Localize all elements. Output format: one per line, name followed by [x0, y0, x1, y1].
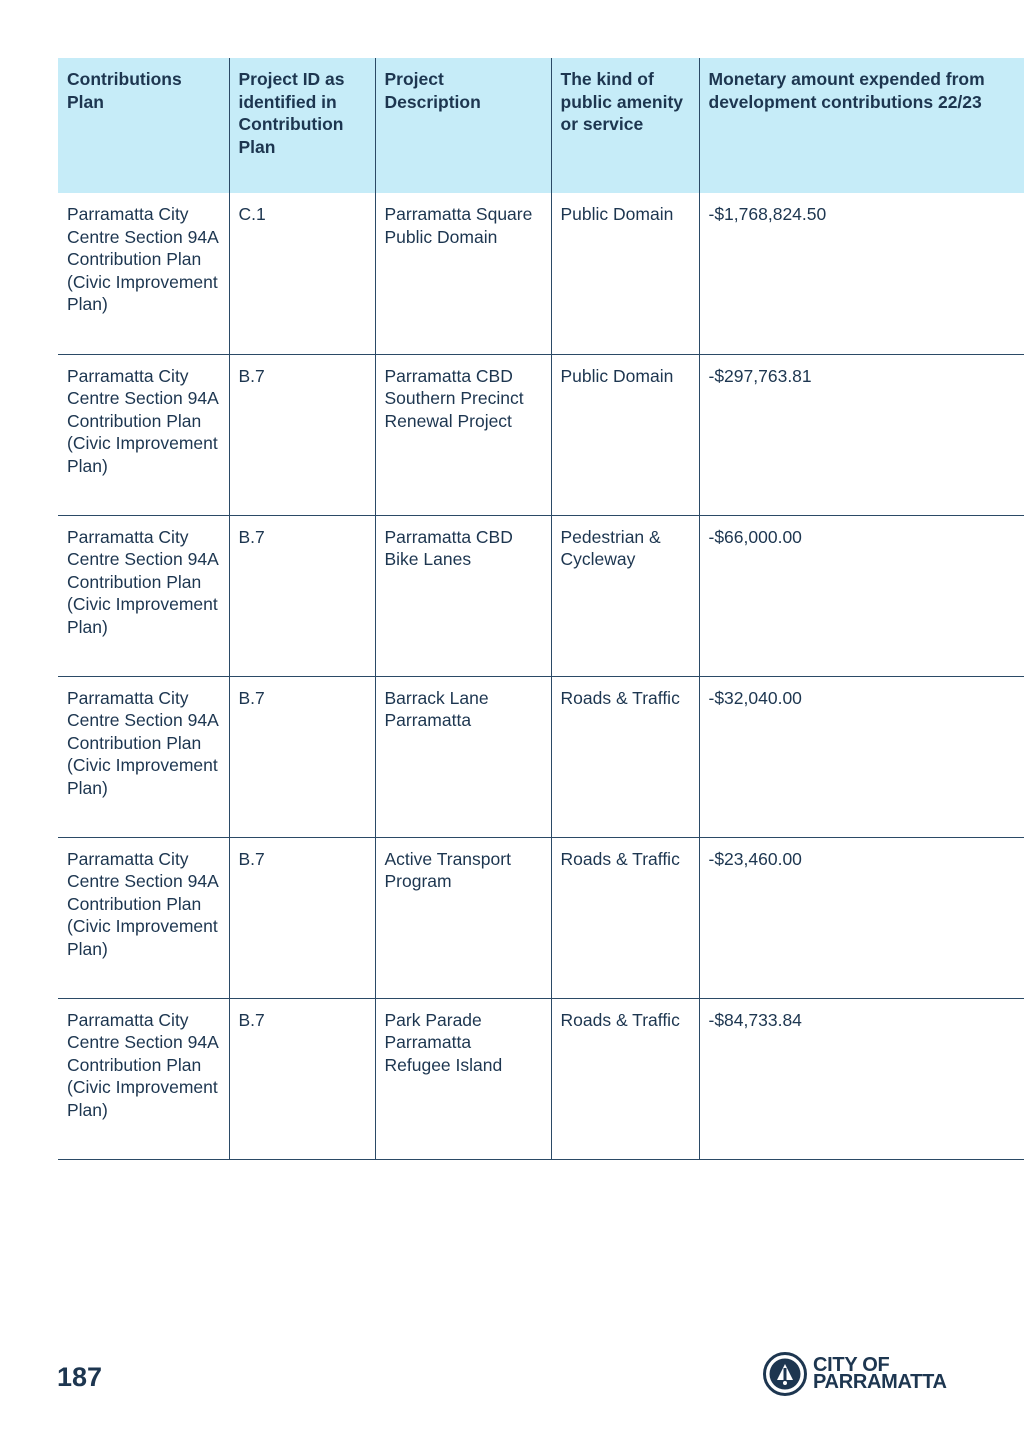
header-row [58, 58, 1024, 193]
header-monetary-amount: Monetary amount expended from development contributions 22/23 [699, 58, 1024, 193]
cell-plan: Parramatta City Centre Section 94A Contribution Plan (Civic Improvement Plan) [58, 998, 229, 1159]
table-row [58, 193, 1024, 354]
cell-project-id: B.7 [229, 354, 375, 515]
table-row [58, 515, 1024, 676]
cell-amount: -$297,763.81 [699, 354, 1024, 515]
logo-line-1: CITY OF [813, 1354, 890, 1376]
cell-kind: Roads & Traffic [551, 837, 699, 998]
cell-description: Park Parade Parramatta Refugee Island [375, 998, 551, 1159]
table-row [58, 998, 1024, 1159]
table-header [58, 58, 1024, 193]
logo-line-2: PARRAMATTA [813, 1371, 947, 1393]
cell-kind: Roads & Traffic [551, 676, 699, 837]
cell-amount: -$66,000.00 [699, 515, 1024, 676]
table-row [58, 837, 1024, 998]
cell-plan: Parramatta City Centre Section 94A Contribution Plan (Civic Improvement Plan) [58, 676, 229, 837]
cell-project-id: B.7 [229, 837, 375, 998]
cell-project-id: B.7 [229, 515, 375, 676]
contributions-table [58, 58, 1024, 1160]
cell-amount: -$23,460.00 [699, 837, 1024, 998]
cell-kind: Public Domain [551, 193, 699, 354]
cell-plan: Parramatta City Centre Section 94A Contribution Plan (Civic Improvement Plan) [58, 837, 229, 998]
cell-kind: Roads & Traffic [551, 998, 699, 1159]
cell-kind: Public Domain [551, 354, 699, 515]
table-row [58, 354, 1024, 515]
cell-description: Parramatta CBD Southern Precinct Renewal Project [375, 354, 551, 515]
header-project-id: Project ID as identified in Contribution Plan [229, 58, 375, 193]
cell-project-id: C.1 [229, 193, 375, 354]
city-of-parramatta-logo [763, 1352, 947, 1396]
cell-description: Barrack Lane Parramatta [375, 676, 551, 837]
cell-plan: Parramatta City Centre Section 94A Contribution Plan (Civic Improvement Plan) [58, 193, 229, 354]
header-contributions-plan: Contributions Plan [58, 58, 229, 193]
cell-description: Parramatta Square Public Domain [375, 193, 551, 354]
cell-plan: Parramatta City Centre Section 94A Contribution Plan (Civic Improvement Plan) [58, 354, 229, 515]
table-body [58, 193, 1024, 1159]
page-number: 187 [57, 1362, 103, 1392]
council-crest-icon [763, 1352, 807, 1396]
header-amenity-kind: The kind of public amenity or service [551, 58, 699, 193]
cell-project-id: B.7 [229, 998, 375, 1159]
cell-amount: -$1,768,824.50 [699, 193, 1024, 354]
cell-amount: -$32,040.00 [699, 676, 1024, 837]
cell-project-id: B.7 [229, 676, 375, 837]
table-row [58, 676, 1024, 837]
cell-description: Active Transport Program [375, 837, 551, 998]
cell-description: Parramatta CBD Bike Lanes [375, 515, 551, 676]
logo-text [813, 1354, 947, 1393]
cell-plan: Parramatta City Centre Section 94A Contribution Plan (Civic Improvement Plan) [58, 515, 229, 676]
header-project-description: Project Description [375, 58, 551, 193]
cell-amount: -$84,733.84 [699, 998, 1024, 1159]
cell-kind: Pedestrian & Cycleway [551, 515, 699, 676]
